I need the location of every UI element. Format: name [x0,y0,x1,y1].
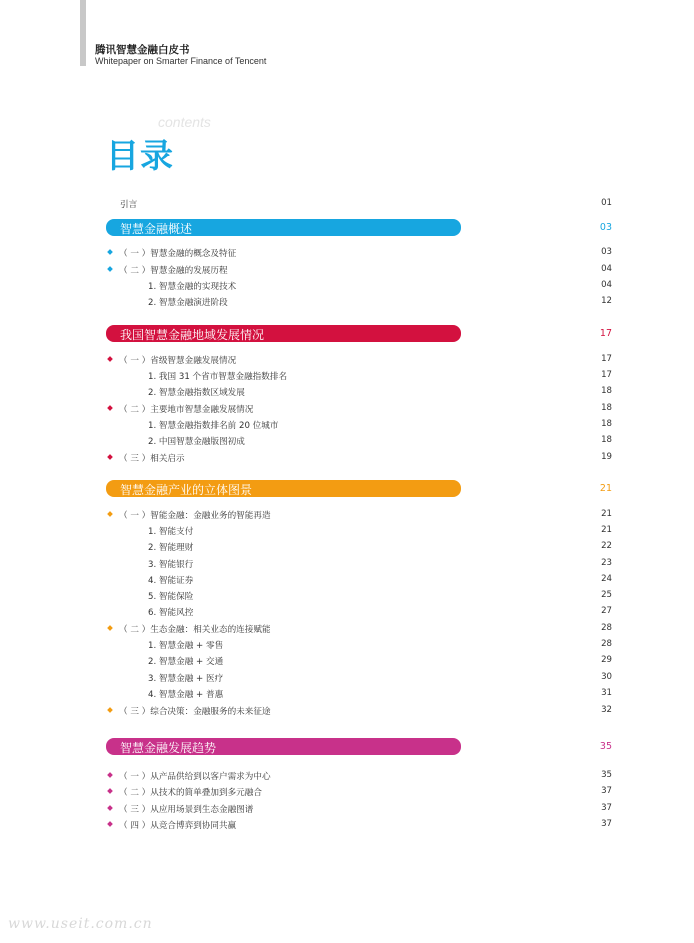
toc-item-page: 21 [601,509,612,519]
toc-item-page: 27 [601,606,612,616]
toc-item-label: 5. 智能保险 [148,592,194,602]
toc-item-page: 21 [601,525,612,535]
toc-item-page: 23 [601,558,612,568]
diamond-bullet-icon [107,772,113,778]
toc-item[interactable] [106,433,612,449]
toc-item-page: 03 [601,247,612,257]
toc-item[interactable] [106,384,612,400]
toc-item-page: 25 [601,590,612,600]
toc-item-label: 4. 智慧金融 + 普惠 [148,690,224,700]
toc-item-label: （ 三 ）相关启示 [119,454,185,464]
page-title: 目录 [106,136,174,175]
diamond-bullet-icon [107,707,113,713]
toc-item[interactable] [106,801,612,817]
toc-item-page: 32 [601,705,612,715]
toc-item[interactable] [106,686,612,702]
toc-item[interactable] [106,817,612,833]
diamond-bullet-icon [107,405,113,411]
toc-item[interactable] [106,368,612,384]
toc-item[interactable] [106,539,612,555]
diamond-bullet-icon [107,788,113,794]
toc-item[interactable] [106,278,612,294]
section-band[interactable] [106,480,461,497]
toc-item-page: 28 [601,623,612,633]
toc-item[interactable] [106,784,612,800]
toc-item-label: （ 二 ）从技术的简单叠加到多元融合 [119,788,262,798]
toc-item-label: 1. 智慧金融的实现技术 [148,282,237,292]
diamond-bullet-icon [107,249,113,255]
toc-intro-row[interactable] [106,196,612,212]
toc-item-page: 18 [601,403,612,413]
toc-item-page: 28 [601,639,612,649]
toc-item-page: 37 [601,803,612,813]
toc-item[interactable] [106,556,612,572]
toc-item[interactable] [106,417,612,433]
toc-item-page: 18 [601,419,612,429]
header-side-bar [80,0,86,66]
toc-intro-label: 引言 [120,200,138,210]
toc-item-label: 2. 中国智慧金融版图初成 [148,437,245,447]
toc-item-label: 1. 智能支付 [148,527,194,537]
contents-watermark-word: contents [158,114,211,130]
toc-item[interactable] [106,245,612,261]
site-watermark: www.useit.com.cn [8,916,153,932]
diamond-bullet-icon [107,511,113,517]
toc-item-label: 2. 智慧金融指数区域发展 [148,388,245,398]
toc-item[interactable] [106,604,612,620]
toc-item[interactable] [106,294,612,310]
header-title-cn: 腾讯智慧金融白皮书 [95,44,190,56]
diamond-bullet-icon [107,805,113,811]
toc-item-page: 35 [601,770,612,780]
toc-item[interactable] [106,653,612,669]
toc-item[interactable] [106,768,612,784]
toc-item[interactable] [106,588,612,604]
section-page: 17 [599,328,612,339]
header-title-en: Whitepaper on Smarter Finance of Tencent [95,56,267,66]
diamond-bullet-icon [107,625,113,631]
toc-item-page: 22 [601,541,612,551]
toc-item-label: （ 三 ）从应用场景到生态金融图谱 [119,805,254,815]
toc-item-page: 17 [601,370,612,380]
toc-item-label: （ 二 ）生态金融：相关业态的连接赋能 [119,625,271,635]
toc-item-page: 12 [601,296,612,306]
toc-item[interactable] [106,637,612,653]
toc-item-label: 2. 智慧金融演进阶段 [148,298,228,308]
section-band[interactable] [106,325,461,342]
toc-item[interactable] [106,523,612,539]
toc-item-page: 18 [601,435,612,445]
toc-item-page: 19 [601,452,612,462]
toc-item[interactable] [106,507,612,523]
toc-item[interactable] [106,703,612,719]
toc-item-label: （ 二 ）智慧金融的发展历程 [119,266,228,276]
toc-item-page: 37 [601,786,612,796]
section-page: 21 [599,483,612,494]
toc-item-label: （ 一 ）智慧金融的概念及特征 [119,249,237,259]
toc-item-label: （ 一 ）省级智慧金融发展情况 [119,356,237,366]
toc-item-page: 17 [601,354,612,364]
toc-item-label: 4. 智能证券 [148,576,194,586]
toc-item[interactable] [106,352,612,368]
toc-item[interactable] [106,670,612,686]
diamond-bullet-icon [107,266,113,272]
toc-item-label: （ 二 ）主要地市智慧金融发展情况 [119,405,254,415]
toc-item-label: （ 一 ）从产品供给到以客户需求为中心 [119,772,271,782]
section-page: 03 [599,222,612,233]
toc-item-label: （ 一 ）智能金融：金融业务的智能再造 [119,511,271,521]
toc-item-page: 31 [601,688,612,698]
section-page: 35 [599,741,612,752]
toc-item-label: 2. 智能理财 [148,543,194,553]
section-band[interactable] [106,219,461,236]
toc-item-page: 37 [601,819,612,829]
toc-item[interactable] [106,572,612,588]
section-title: 我国智慧金融地域发展情况 [120,328,265,342]
toc-item-page: 30 [601,672,612,682]
diamond-bullet-icon [107,454,113,460]
section-title: 智慧金融发展趋势 [120,741,217,755]
toc-item-page: 24 [601,574,612,584]
toc-item[interactable] [106,450,612,466]
toc-item-label: 2. 智慧金融 + 交通 [148,657,224,667]
toc-item-label: 6. 智能风控 [148,608,194,618]
toc-item-label: （ 三 ）综合决策：金融服务的未来征途 [119,707,271,717]
diamond-bullet-icon [107,821,113,827]
toc-item[interactable] [106,621,612,637]
toc-item[interactable] [106,262,612,278]
toc-item-page: 04 [601,280,612,290]
toc-item-page: 04 [601,264,612,274]
section-title: 智慧金融产业的立体图景 [120,483,253,497]
toc-item-page: 29 [601,655,612,665]
toc-item-label: 1. 智慧金融指数排名前 20 位城市 [148,421,279,431]
toc-item-label: 1. 我国 31 个省市智慧金融指数排名 [148,372,288,382]
toc-item-label: 3. 智能银行 [148,560,194,570]
toc-item-page: 18 [601,386,612,396]
section-title: 智慧金融概述 [120,222,193,236]
toc-item-label: （ 四 ）从竞合博弈到协同共赢 [119,821,237,831]
toc-item[interactable] [106,401,612,417]
toc-item-label: 3. 智慧金融 + 医疗 [148,674,224,684]
toc-item-label: 1. 智慧金融 + 零售 [148,641,224,651]
diamond-bullet-icon [107,356,113,362]
toc-intro-page: 01 [601,198,612,208]
section-band[interactable] [106,738,461,755]
